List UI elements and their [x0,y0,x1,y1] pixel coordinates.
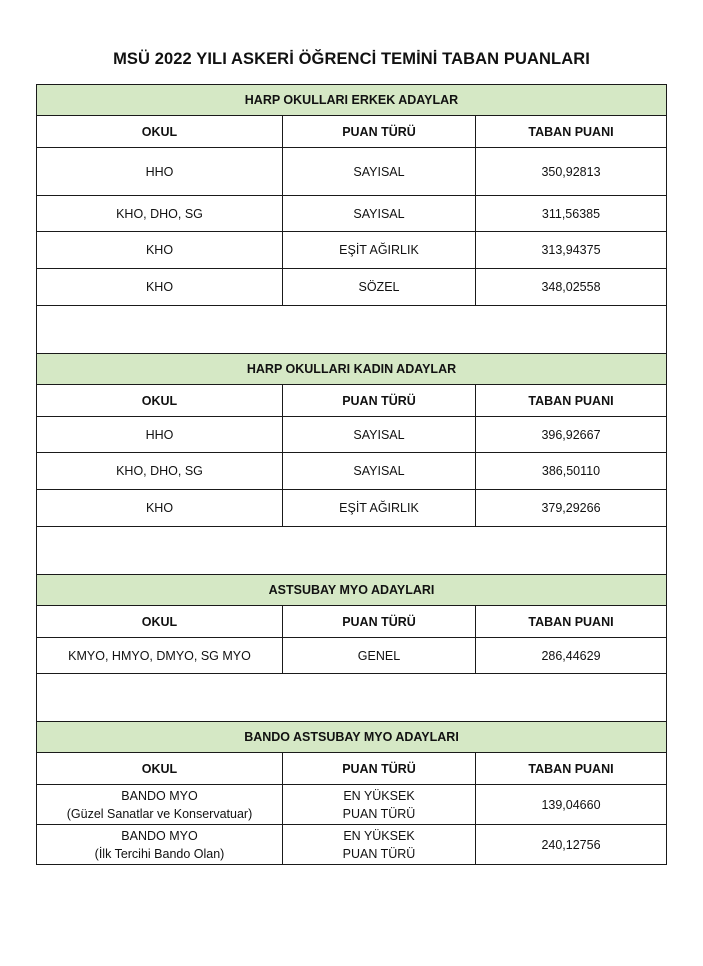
column-header-puan-turu: PUAN TÜRÜ [283,606,476,638]
section-title: HARP OKULLARI ERKEK ADAYLAR [37,85,667,116]
column-header-okul: OKUL [37,385,283,417]
spacer-row [37,674,667,722]
table-row [37,196,667,232]
okul-cell: KHO [37,232,283,269]
empty-cell [37,527,667,575]
table-row [37,638,667,674]
taban-puani-cell: 396,92667 [476,417,667,453]
section-title: BANDO ASTSUBAY MYO ADAYLARI [37,722,667,753]
column-header-row [37,116,667,148]
okul-cell-line: (Güzel Sanatlar ve Konservatuar) [66,806,253,821]
column-header-taban-puani: TABAN PUANI [476,385,667,417]
puan-turu-cell-line: EN YÜKSEK [343,788,415,803]
section-header-row [37,85,667,116]
empty-cell [37,674,667,722]
puan-turu-cell [283,785,476,825]
column-header-okul: OKUL [37,606,283,638]
column-header-row [37,385,667,417]
score-table [36,84,667,865]
column-header-row [37,606,667,638]
puan-turu-cell: SAYISAL [283,417,476,453]
okul-cell: KMYO, HMYO, DMYO, SG MYO [37,638,283,674]
okul-cell: HHO [37,417,283,453]
spacer-row [37,527,667,575]
okul-cell [37,785,283,825]
taban-puani-cell: 311,56385 [476,196,667,232]
column-header-okul: OKUL [37,116,283,148]
table-row [37,269,667,306]
puan-turu-cell: GENEL [283,638,476,674]
score-table-body [37,85,667,865]
taban-puani-cell: 386,50110 [476,453,667,490]
section-title: HARP OKULLARI KADIN ADAYLAR [37,354,667,385]
page-title: MSÜ 2022 YILI ASKERİ ÖĞRENCİ TEMİNİ TABAN PUANLARI [113,50,590,68]
okul-cell: KHO, DHO, SG [37,196,283,232]
column-header-taban-puani: TABAN PUANI [476,753,667,785]
column-header-puan-turu: PUAN TÜRÜ [283,385,476,417]
column-header-puan-turu: PUAN TÜRÜ [283,116,476,148]
table-row [37,232,667,269]
okul-cell: KHO [37,269,283,306]
table-row [37,148,667,196]
puan-turu-cell-line: PUAN TÜRÜ [342,806,416,821]
okul-cell-line: BANDO MYO [121,788,198,803]
table-row [37,785,667,825]
column-header-taban-puani: TABAN PUANI [476,606,667,638]
puan-turu-cell: EŞİT AĞIRLIK [283,490,476,527]
taban-puani-cell: 240,12756 [476,825,667,865]
empty-cell [37,306,667,354]
okul-cell [37,825,283,865]
table-row [37,417,667,453]
section-header-row [37,354,667,385]
taban-puani-cell: 379,29266 [476,490,667,527]
section-header-row [37,575,667,606]
okul-cell: HHO [37,148,283,196]
okul-cell: KHO, DHO, SG [37,453,283,490]
column-header-row [37,753,667,785]
okul-cell: KHO [37,490,283,527]
section-title: ASTSUBAY MYO ADAYLARI [37,575,667,606]
puan-turu-cell: EŞİT AĞIRLIK [283,232,476,269]
spacer-row [37,306,667,354]
puan-turu-cell: SÖZEL [283,269,476,306]
taban-puani-cell: 286,44629 [476,638,667,674]
column-header-okul: OKUL [37,753,283,785]
table-row [37,490,667,527]
column-header-taban-puani: TABAN PUANI [476,116,667,148]
puan-turu-cell: SAYISAL [283,196,476,232]
puan-turu-cell [283,825,476,865]
puan-turu-cell-line: EN YÜKSEK [343,828,415,843]
taban-puani-cell: 350,92813 [476,148,667,196]
taban-puani-cell: 313,94375 [476,232,667,269]
section-header-row [37,722,667,753]
column-header-puan-turu: PUAN TÜRÜ [283,753,476,785]
puan-turu-cell: SAYISAL [283,148,476,196]
puan-turu-cell-line: PUAN TÜRÜ [342,846,416,861]
table-row [37,825,667,865]
okul-cell-line: (İlk Tercihi Bando Olan) [94,846,225,861]
okul-cell-line: BANDO MYO [121,828,198,843]
puan-turu-cell: SAYISAL [283,453,476,490]
taban-puani-cell: 139,04660 [476,785,667,825]
table-row [37,453,667,490]
taban-puani-cell: 348,02558 [476,269,667,306]
